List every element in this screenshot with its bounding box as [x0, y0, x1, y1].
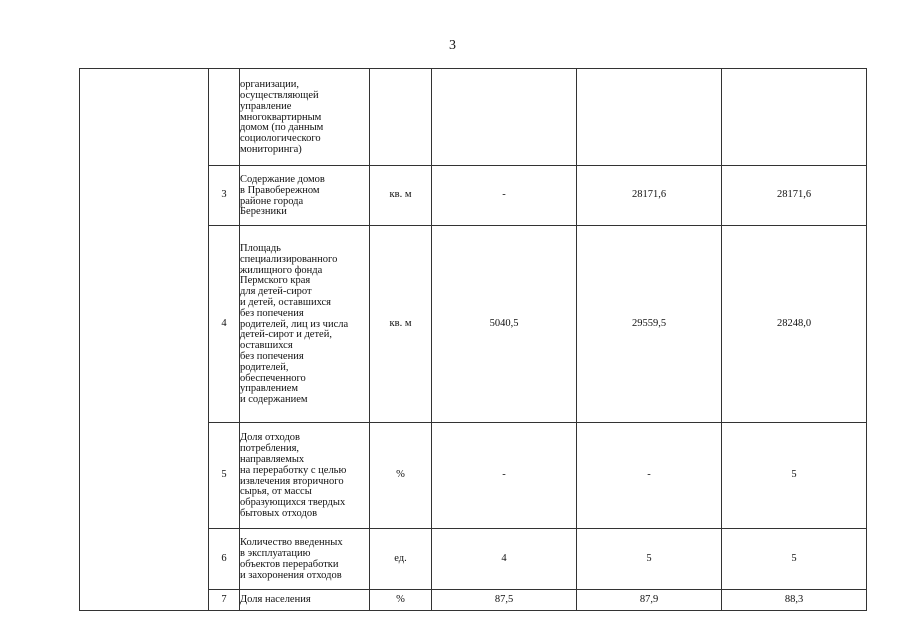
- value-cell-2: 29559,5: [577, 226, 722, 423]
- value-cell-3: 28171,6: [722, 166, 867, 226]
- value-cell-3: [722, 69, 867, 166]
- value-cell-2: 5: [577, 529, 722, 590]
- indicator-name: [240, 69, 370, 166]
- row-number: 3: [209, 166, 240, 226]
- indicator-name-text: Количество введенных в эксплуатацию объектов переработки и захоронения отходов: [240, 537, 343, 581]
- indicator-name: [240, 226, 370, 423]
- indicator-name: [240, 166, 370, 226]
- unit-cell: кв. м: [370, 166, 432, 226]
- indicator-name-text: Содержание домов в Правобережном районе города Березники: [240, 173, 325, 218]
- unit-cell: %: [370, 590, 432, 611]
- indicator-name-text: организации, осуществляющей управление многоквартирным домом (по данным социологического мониторинга): [240, 79, 324, 155]
- indicator-name: [240, 423, 370, 529]
- row-number: [209, 69, 240, 166]
- value-cell-3: 88,3: [722, 590, 867, 611]
- indicator-name-text: Доля отходов потребления, направляемых на переработку с целью извлечения вторичного сырья, от массы образующихся твердых бытовых отходов: [240, 432, 347, 519]
- unit-cell: [370, 69, 432, 166]
- table-row: [80, 69, 867, 166]
- value-cell-2: -: [577, 423, 722, 529]
- value-cell-3: 28248,0: [722, 226, 867, 423]
- indicator-name-text: Площадь специализированного жилищного фонда Пермского края для детей-сирот и детей, оставшихся без попечения родителей, лиц из числа детей-сирот и детей, оставшихся без попечения родителей, обеспеченного управлением и содержанием: [240, 243, 349, 406]
- unit-cell: ед.: [370, 529, 432, 590]
- value-cell-1: -: [432, 423, 577, 529]
- unit-cell: кв. м: [370, 226, 432, 423]
- blank-left-column: [80, 69, 209, 611]
- indicators-table: [79, 68, 867, 611]
- value-cell-3: 5: [722, 423, 867, 529]
- value-cell-1: 87,5: [432, 590, 577, 611]
- indicator-name: [240, 590, 370, 611]
- value-cell-1: 4: [432, 529, 577, 590]
- value-cell-2: 87,9: [577, 590, 722, 611]
- row-number: 6: [209, 529, 240, 590]
- value-cell-2: 28171,6: [577, 166, 722, 226]
- row-number: 5: [209, 423, 240, 529]
- page-number: 3: [449, 38, 456, 53]
- indicator-name-text: Доля населения: [240, 594, 311, 606]
- value-cell-1: [432, 69, 577, 166]
- unit-cell: %: [370, 423, 432, 529]
- value-cell-1: 5040,5: [432, 226, 577, 423]
- row-number: 4: [209, 226, 240, 423]
- indicator-name: [240, 529, 370, 590]
- value-cell-2: [577, 69, 722, 166]
- value-cell-1: -: [432, 166, 577, 226]
- value-cell-3: 5: [722, 529, 867, 590]
- row-number: 7: [209, 590, 240, 611]
